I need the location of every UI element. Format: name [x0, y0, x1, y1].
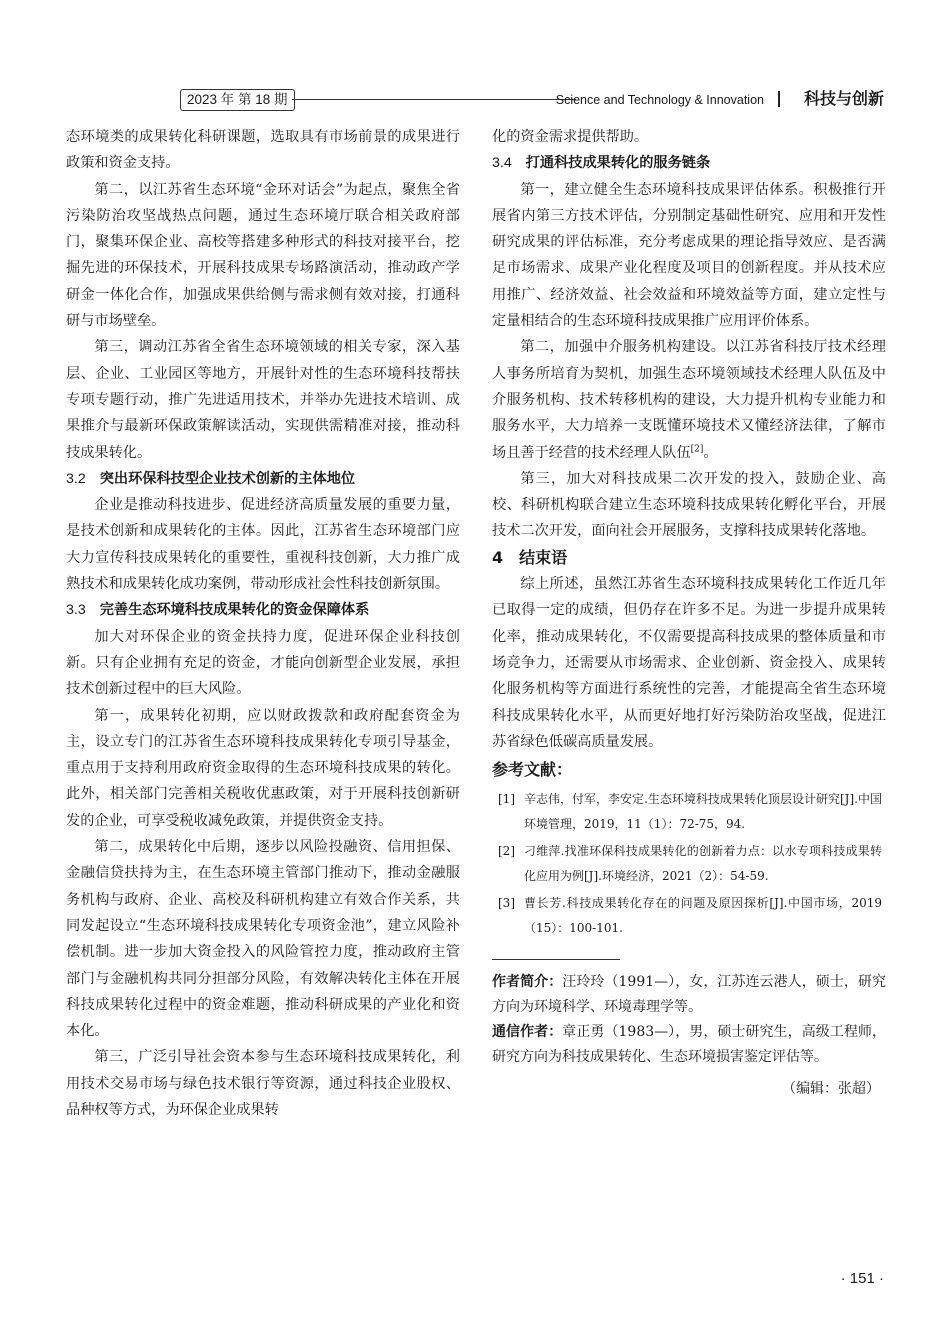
section-title: 结束语: [519, 547, 568, 567]
paragraph: [492, 334, 886, 465]
paragraph: 第三，广泛引导社会资本参与生态环境科技成果转化，利用技术交易市场与绿色技术银行等资源，通过科技企业股权、品种权等方式，为环保企业成果转: [66, 1049, 460, 1118]
author-bio-text: 汪玲玲（1991—），女，江苏连云港人，硕士，研究方向为环境科学、环境毒理学等。: [492, 974, 886, 1016]
references-heading: 参考文献：: [492, 760, 573, 780]
section-heading-3-2: [66, 466, 460, 492]
editor-note: （编辑：张超）: [782, 1081, 880, 1098]
reference-item: [492, 839, 886, 889]
right-column: [492, 124, 886, 1102]
section-title: 完善生态环境科技成果转化的资金保障体系: [99, 602, 370, 619]
corresponding-author-text: 章正勇（1983—），男，硕士研究生，高级工程师，研究方向为科技成果转化、生态环境损害鉴定评估等。: [492, 1024, 886, 1066]
author-bio-label: 作者简介：: [492, 974, 563, 991]
reference-item: [492, 787, 886, 837]
paragraph: 化的资金需求提供帮助。: [492, 129, 649, 145]
reference-list: [492, 787, 886, 941]
reference-item: [492, 891, 886, 941]
citation-link[interactable]: [2]: [690, 443, 704, 454]
paragraph: 第二，以江苏省生态环境“金环对话会”为起点，聚焦全省污染防治攻坚战热点问题，通过生态环境厅联合相关政府部门，聚集环保企业、高校等搭建多种形式的科技对接平台，挖掘先进的环保技术，开展科技成果专场路演活动，推动政产学研金一体化合作，加强成果供给侧与需求侧有效对接，打通科研与市场壁垒。: [66, 181, 460, 330]
header-rule: [292, 99, 576, 100]
section-number: 3.3: [66, 602, 86, 619]
section-heading-3-3: [66, 597, 460, 623]
section-number: 4: [492, 547, 504, 567]
paragraph: 第二，成果转化中后期，逐步以风险投融资、信用担保、金融信贷扶持为主，在生态环境主管部门推动下，推动金融服务机构与政府、企业、高校及科研机构建立有效合作关系，共同发起设立“生态环境科技成果转化专项资金池”，建立风险补偿机制。进一步加大资金投入的风险管控力度，推动政府主管部门与金融机构共同分担部分风险，有效解决转化主体在开展科技成果转化过程中的资金难题，推动科研成果的产业化和资本化。: [66, 839, 460, 1040]
paragraph: 加大对环保企业的资金扶持力度，促进环保企业科技创新。只有企业拥有充足的资金，才能向创新型企业发展，承担技术创新过程中的巨大风险。: [66, 628, 460, 698]
paragraph-end: 。: [703, 444, 718, 461]
section-number: 3.4: [492, 155, 512, 172]
paragraph-text: 第二，加强中介服务机构建设。以江苏省科技厅技术经理人事务所培育为契机，加强生态环境领域技术经理人队伍及中介服务机构、技术转移机构的建设，大力提升机构专业能力和服务水平，大力培养一支既懂环境技术又懂经济法律，了解市场且善于经营的技术经理人队伍: [492, 339, 886, 461]
header-separator: [778, 91, 780, 107]
corresponding-author: [492, 1020, 886, 1070]
section-heading-4: [492, 545, 886, 571]
footnote-rule: [492, 959, 620, 960]
paragraph: 综上所述，虽然江苏省生态环境科技成果转化工作近几年已取得一定的成绩，但仍存在许多不足。为进一步提升成果转化率，推动成果转化，不仅需要提高科技成果的整体质量和市场竞争力，还需要从市场需求、企业创新、资金投入、成果转化服务机构等方面进行系统性的完善，才能提高全省生态环境科技成果转化水平，从而更好地打好污染防治攻坚战，促进江苏省绿色低碳高质量发展。: [492, 576, 886, 750]
reference-number: [1]: [498, 792, 515, 807]
paragraph: 第一，成果转化初期，应以财政拨款和政府配套资金为主，设立专门的江苏省生态环境科技成果转化专项引导基金，重点用于支持利用政府资金取得的生态环境科技成果的转化。此外，相关部门完善相关税收优惠政策，对于开展科技创新研发的企业，可享受税收减免政策，并提供资金支持。: [66, 707, 460, 829]
section-title: 打通科技成果转化的服务链条: [525, 155, 711, 172]
journal-name-cn: 科技与创新: [803, 89, 884, 108]
page-number: · 151 ·: [840, 1270, 884, 1287]
paragraph: 企业是推动科技进步、促进经济高质量发展的重要力量，是技术创新和成果转化的主体。因此，江苏省生态环境部门应大力宣传科技成果转化的重要性，重视科技创新，大力推广成熟技术和成果转化成功案例，带动形成社会性科技创新氛围。: [66, 497, 460, 593]
left-column: [66, 124, 460, 1123]
paragraph: 态环境类的成果转化科研课题，选取具有市场前景的成果进行政策和资金支持。: [66, 129, 460, 172]
paragraph: 第三，加大对科技成果二次开发的投入，鼓励企业、高校、科研机构联合建立生态环境科技成果转化孵化平台，开展技术二次开发，面向社会开展服务，支撑科技成果转化落地。: [492, 470, 886, 540]
reference-number: [3]: [498, 896, 515, 911]
section-number: 3.2: [66, 470, 86, 487]
journal-name-en: Science and Technology & Innovation: [555, 93, 764, 107]
paragraph: 第三，调动江苏省全省生态环境领域的相关专家，深入基层、企业、工业园区等地方，开展针对性的生态环境科技帮扶专项专题行动，推广先进适用技术，并举办先进技术培训、成果推介与最新环保政策解读活动，实现供需精准对接，推动科技成果转化。: [66, 339, 460, 461]
corresponding-author-label: 通信作者：: [492, 1024, 563, 1041]
author-bio: [492, 970, 886, 1020]
section-title: 突出环保科技型企业技术创新的主体地位: [99, 470, 356, 487]
reference-text: 刁维萍.找准环保科技成果转化的创新着力点：以水专项科技成果转化应用为例[J].环境经济，2021（2）：54-59.: [524, 844, 882, 884]
reference-text: 辛志伟，付军，李安定.生态环境科技成果转化顶层设计研究[J].中国环境管理，2019，11（1）：72-75，94.: [524, 792, 882, 832]
reference-number: [2]: [498, 844, 515, 859]
reference-text: 曹长芳.科技成果转化存在的问题及原因探析[J].中国市场，2019（15）：100-101.: [524, 896, 882, 936]
issue-label: 2023 年 第 18 期: [180, 89, 295, 111]
running-header: [180, 89, 884, 111]
section-heading-3-4: [492, 150, 886, 176]
paragraph: 第一，建立健全生态环境科技成果评估体系。积极推行开展省内第三方技术评估，分别制定基础性研究、应用和开发性研究成果的评估标准，充分考虑成果的理论指导效应、是否满足市场需求、成果产业化程度及项目的创新程度。并从技术应用推广、经济效益、社会效益和环境效益等方面，建立定性与定量相结合的生态环境科技成果推广应用评价体系。: [492, 181, 886, 330]
